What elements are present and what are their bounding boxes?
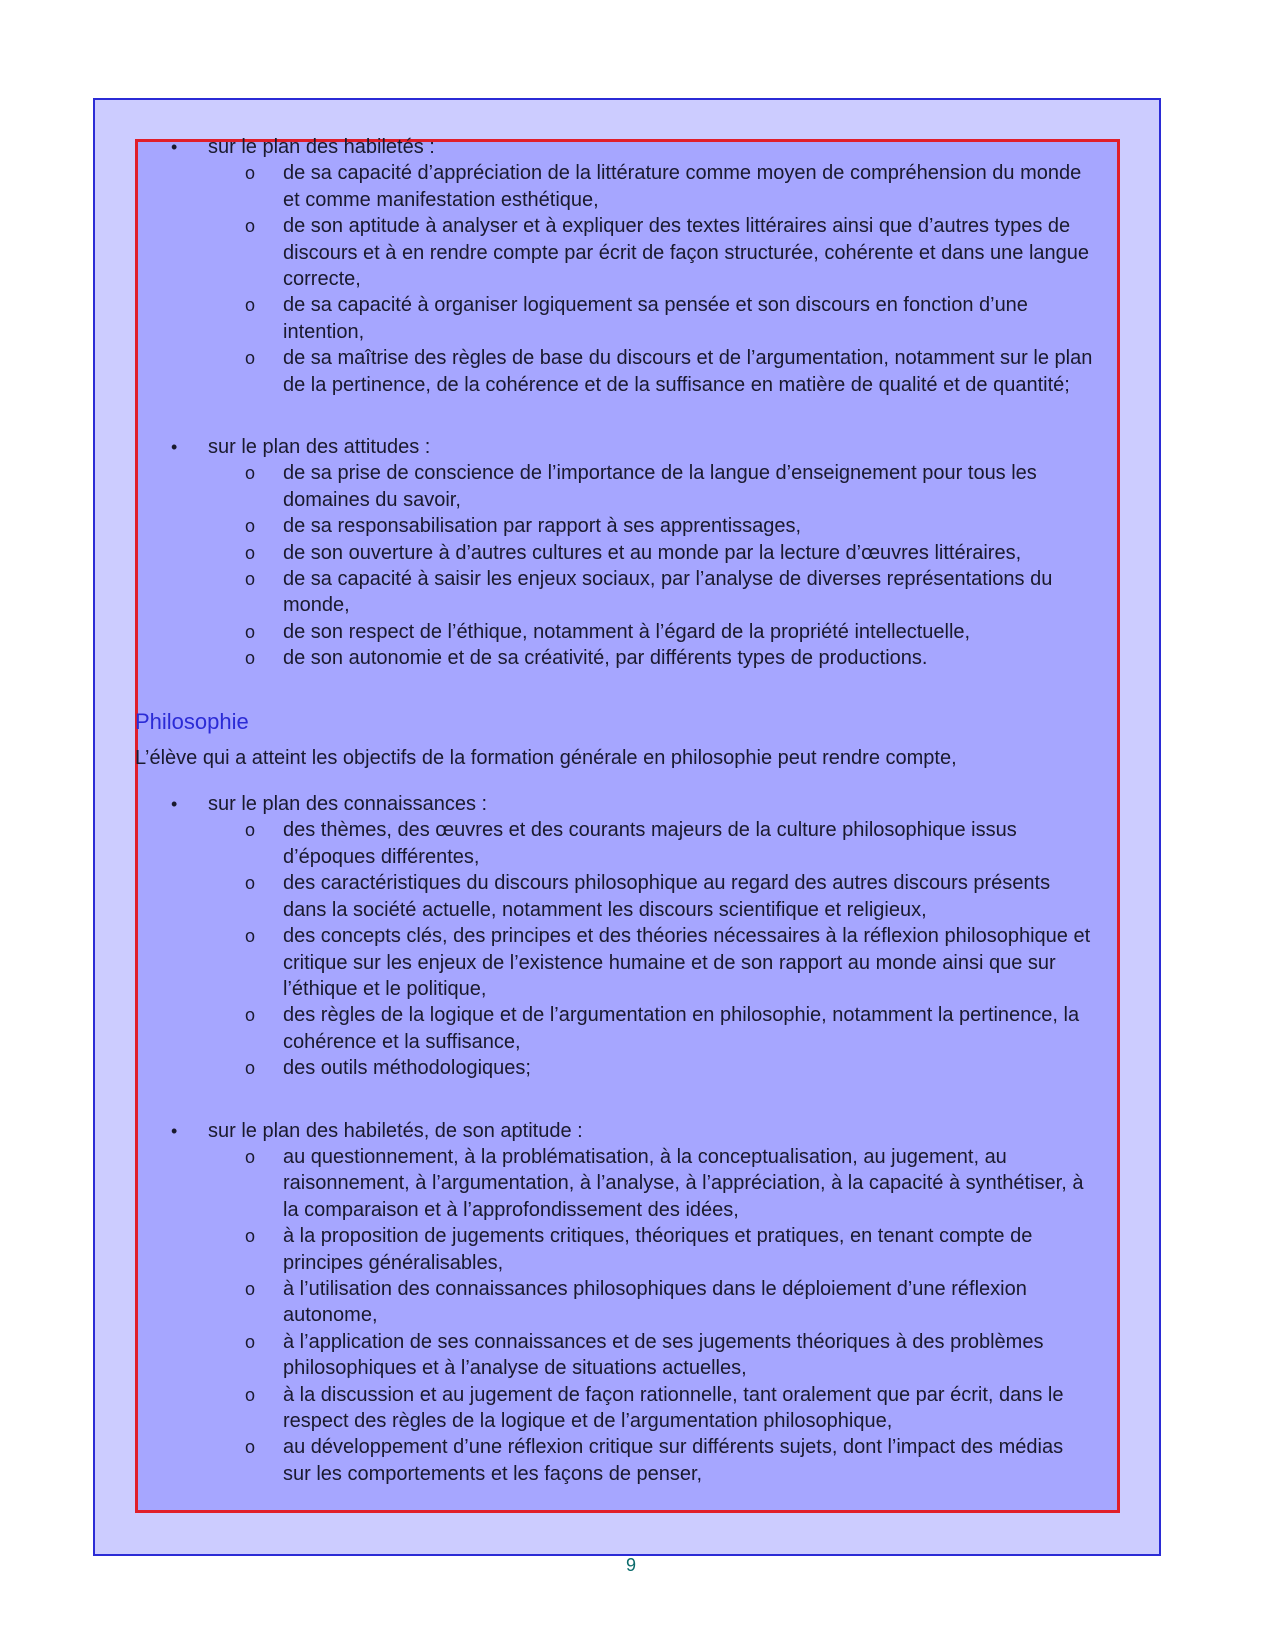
list-item xyxy=(171,1223,1093,1276)
list-item xyxy=(171,566,1093,619)
section-heading-text: sur le plan des connaissances : xyxy=(208,793,488,816)
list-item-text: de sa maîtrise des règles de base du discours et de l’argumentation, notamment sur le plan de la pertinence, de la cohérence et de la suffisance en matière de qualité et de quantité; xyxy=(283,347,1093,396)
circle-bullet-icon: o xyxy=(245,1384,256,1405)
section-heading-text: sur le plan des habiletés, de son aptitude : xyxy=(208,1119,583,1142)
list-item-text: de sa responsabilisation par rapport à ses apprentissages, xyxy=(283,515,802,538)
list-item xyxy=(171,1144,1093,1223)
list-item-text: à l’utilisation des connaissances philosophiques dans le déploiement d’une réflexion autonome, xyxy=(283,1277,1027,1327)
list-item xyxy=(171,213,1093,292)
list-item xyxy=(171,1002,1093,1055)
circle-bullet-icon: o xyxy=(245,1058,256,1079)
section-heading xyxy=(171,1118,1135,1144)
list-item xyxy=(171,513,1093,539)
list-item xyxy=(171,540,1093,566)
bullet-icon: • xyxy=(171,794,178,815)
list-item-text: de son autonomie et de sa créativité, par différents types de productions. xyxy=(283,647,928,670)
document-body xyxy=(135,134,1135,1487)
list-item xyxy=(171,1329,1093,1382)
circle-bullet-icon: o xyxy=(245,1437,256,1458)
sub-list xyxy=(171,1144,1135,1487)
circle-bullet-icon: o xyxy=(245,648,256,669)
list-item-text: de son aptitude à analyser et à expliquer des textes littéraires ainsi que d’autres types de discours et à en rendre compte par écrit de façon structurée, cohérente et dans une langue correcte, xyxy=(283,215,1090,291)
list-item-text: de sa capacité à saisir les enjeux sociaux, par l’analyse de diverses représentations du monde, xyxy=(283,568,1053,617)
section-heading-text: sur le plan des habiletés : xyxy=(208,136,435,158)
circle-bullet-icon: o xyxy=(245,463,256,484)
subject-intro: L’élève qui a atteint les objectifs de la formation générale en philosophie peut rendre compte, xyxy=(135,746,957,769)
circle-bullet-icon: o xyxy=(245,542,256,563)
section-habiletes-litterature xyxy=(171,134,1135,398)
circle-bullet-icon: o xyxy=(245,348,256,369)
page-number: 9 xyxy=(626,1555,637,1575)
circle-bullet-icon: o xyxy=(245,820,256,841)
list-item xyxy=(171,645,1093,671)
list-item-text: des thèmes, des œuvres et des courants majeurs de la culture philosophique issus d’époques différentes, xyxy=(283,819,1017,868)
circle-bullet-icon: o xyxy=(245,516,256,537)
list-item xyxy=(171,160,1093,213)
circle-bullet-icon: o xyxy=(245,621,256,642)
circle-bullet-icon: o xyxy=(245,216,256,237)
bullet-icon: • xyxy=(171,137,178,157)
section-connaissances xyxy=(171,791,1135,1081)
list-item-text: de son respect de l’éthique, notamment à l’égard de la propriété intellectuelle, xyxy=(283,620,971,643)
circle-bullet-icon: o xyxy=(245,1146,256,1167)
circle-bullet-icon: o xyxy=(245,1278,256,1299)
circle-bullet-icon: o xyxy=(245,873,256,894)
list-item-text: des outils méthodologiques; xyxy=(283,1057,531,1080)
circle-bullet-icon: o xyxy=(245,295,256,316)
list-item xyxy=(171,817,1093,870)
list-item xyxy=(171,1055,1093,1081)
sub-list xyxy=(171,160,1135,398)
circle-bullet-icon: o xyxy=(245,1226,256,1247)
list-item xyxy=(171,1434,1093,1487)
sub-list xyxy=(171,460,1135,671)
section-heading xyxy=(171,791,1135,817)
subject-title: Philosophie xyxy=(135,708,249,734)
circle-bullet-icon: o xyxy=(245,163,256,184)
list-item-text: des règles de la logique et de l’argumentation en philosophie, notamment la pertinence, la cohérence et la suffisance, xyxy=(283,1004,1080,1053)
list-item-text: à la discussion et au jugement de façon rationnelle, tant oralement que par écrit, dans le respect des règles de la logique et de l’argumentation philosophique, xyxy=(283,1383,1064,1432)
circle-bullet-icon: o xyxy=(245,926,256,947)
circle-bullet-icon: o xyxy=(245,569,256,590)
list-item xyxy=(171,1382,1093,1435)
list-item-text: des caractéristiques du discours philosophique au regard des autres discours présents dans la société actuelle, notamment les discours scientifique et religieux, xyxy=(283,872,1051,921)
section-habiletes-philosophie xyxy=(171,1118,1135,1488)
list-item-text: des concepts clés, des principes et des théories nécessaires à la réflexion philosophique et critique sur les enjeux de l’existence humaine et de son rapport au monde ainsi que sur l’éthique et le politique, xyxy=(283,925,1091,1000)
list-item-text: au développement d’une réflexion critique sur différents sujets, dont l’impact des médias sur les comportements et les façons de penser, xyxy=(283,1436,1064,1485)
list-item-text: de son ouverture à d’autres cultures et au monde par la lecture d’œuvres littéraires, xyxy=(283,541,1022,564)
bullet-icon: • xyxy=(171,437,178,458)
section-heading xyxy=(171,134,1135,160)
list-item xyxy=(171,870,1093,923)
list-item xyxy=(171,345,1093,398)
circle-bullet-icon: o xyxy=(245,1331,256,1352)
list-item-text: de sa capacité d’appréciation de la littérature comme moyen de compréhension du monde et comme manifestation esthétique, xyxy=(283,162,1082,211)
list-item xyxy=(171,460,1093,513)
sub-list xyxy=(171,817,1135,1081)
circle-bullet-icon: o xyxy=(245,1005,256,1026)
list-item-text: à la proposition de jugements critiques, théoriques et pratiques, en tenant compte de principes généralisables, xyxy=(283,1225,1033,1274)
list-item-text: de sa prise de conscience de l’importance de la langue d’enseignement pour tous les domaines du savoir, xyxy=(283,462,1037,511)
section-attitudes xyxy=(171,434,1135,672)
bullet-icon: • xyxy=(171,1120,178,1141)
list-item xyxy=(171,292,1093,345)
list-item-text: au questionnement, à la problématisation, à la conceptualisation, au jugement, au raisonnement, à l’argumentation, à l’analyse, à l’appréciation, à la capacité à synthétiser, à la comparaison et à l’approfondissement des idées, xyxy=(283,1145,1084,1221)
list-item-text: de sa capacité à organiser logiquement sa pensée et son discours en fonction d’une intention, xyxy=(283,294,1028,343)
section-heading xyxy=(171,434,1135,460)
list-item xyxy=(171,619,1093,645)
list-item-text: à l’application de ses connaissances et de ses jugements théoriques à des problèmes philosophiques et à l’analyse de situations actuelles, xyxy=(283,1330,1044,1380)
list-item xyxy=(171,923,1093,1002)
section-heading-text: sur le plan des attitudes : xyxy=(208,436,431,459)
list-item xyxy=(171,1276,1093,1329)
